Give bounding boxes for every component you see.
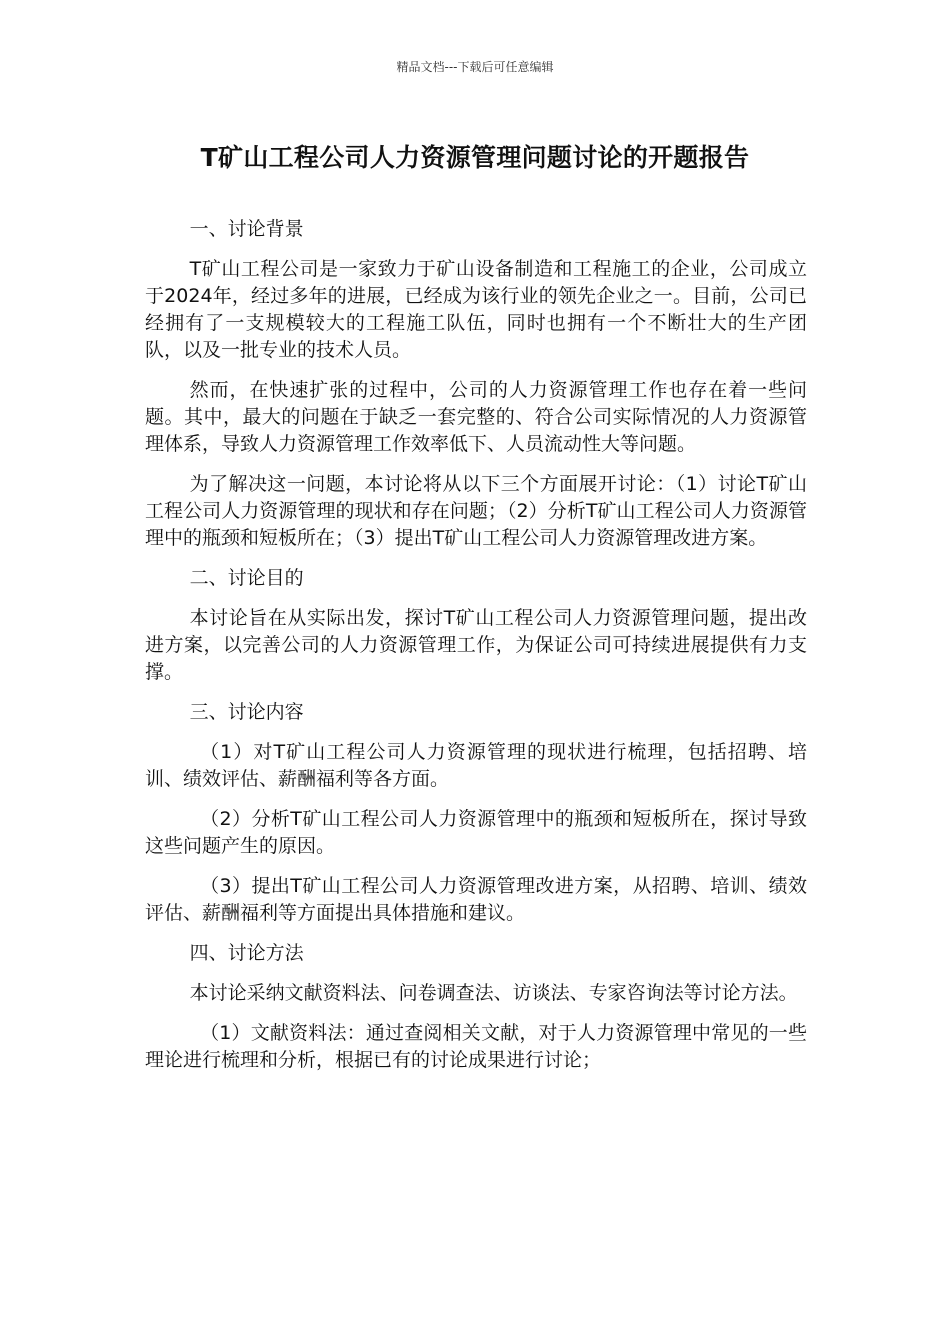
header-note: 精品文档---下载后可任意编辑 (396, 60, 554, 74)
section-heading-method: 四、讨论方法 (189, 942, 304, 964)
list-item: （1）对T矿山工程公司人力资源管理的现状进行梳理，包括招聘、培训、绩效评估、薪酬福利等各方面。 (145, 741, 807, 790)
document-title: T矿山工程公司人力资源管理问题讨论的开题报告 (200, 143, 750, 172)
document-body (145, 216, 807, 1087)
section-heading-background: 一、讨论背景 (189, 218, 304, 240)
section-heading-content: 三、讨论内容 (189, 701, 304, 723)
list-item: （1）文献资料法：通过查阅相关文献，对于人力资源管理中常见的一些理论进行梳理和分析，根据已有的讨论成果进行讨论； (145, 1022, 807, 1071)
list-item: （2）分析T矿山工程公司人力资源管理中的瓶颈和短板所在，探讨导致这些问题产生的原因。 (145, 808, 807, 857)
paragraph: 然而，在快速扩张的过程中，公司的人力资源管理工作也存在着一些问题。其中，最大的问题在于缺乏一套完整的、符合公司实际情况的人力资源管理体系，导致人力资源管理工作效率低下、人员流动性大等问题。 (145, 379, 807, 455)
list-item: （3）提出T矿山工程公司人力资源管理改进方案，从招聘、培训、绩效评估、薪酬福利等方面提出具体措施和建议。 (145, 875, 807, 924)
paragraph: 为了解决这一问题，本讨论将从以下三个方面展开讨论：（1）讨论T矿山工程公司人力资源管理的现状和存在问题；（2）分析T矿山工程公司人力资源管理中的瓶颈和短板所在；（3）提出T矿山工程公司人力资源管理改进方案。 (145, 473, 807, 549)
paragraph: T矿山工程公司是一家致力于矿山设备制造和工程施工的企业，公司成立于2024年，经过多年的进展，已经成为该行业的领先企业之一。目前，公司已经拥有了一支规模较大的工程施工队伍，同时也拥有一个不断壮大的生产团队，以及一批专业的技术人员。 (145, 258, 807, 361)
section-heading-purpose: 二、讨论目的 (189, 567, 304, 589)
paragraph: 本讨论采纳文献资料法、问卷调查法、访谈法、专家咨询法等讨论方法。 (189, 982, 798, 1004)
paragraph: 本讨论旨在从实际出发，探讨T矿山工程公司人力资源管理问题，提出改进方案，以完善公司的人力资源管理工作，为保证公司可持续进展提供有力支撑。 (145, 607, 807, 683)
